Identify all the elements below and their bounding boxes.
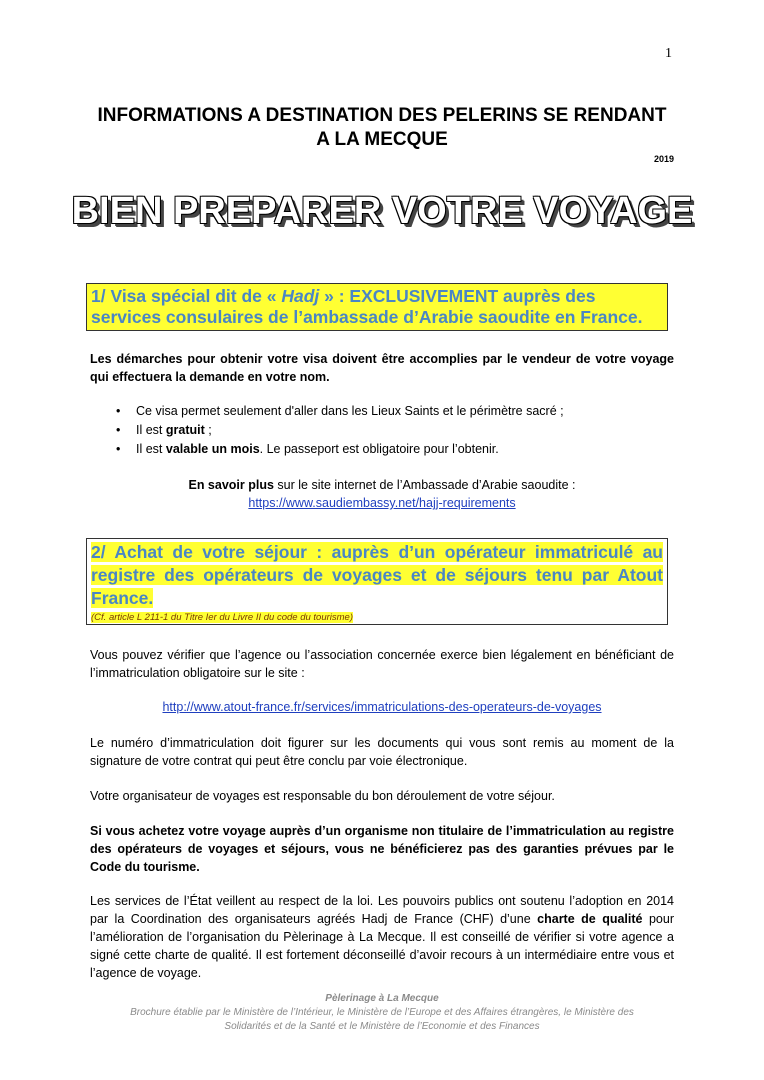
- section2-paragraph2: Le numéro d’immatriculation doit figurer sur les documents qui vous sont remis au moment de la signature de votre contrat qui peut être conclu par voie électronique.: [90, 736, 674, 768]
- section2-paragraph3: Votre organisateur de voyages est responsable du bon déroulement de votre séjour.: [90, 789, 555, 803]
- more-info-line: [90, 476, 674, 494]
- paragraph5-text-a: Les services de l’État veillent au respect de la loi. Les pouvoirs publics ont soutenu l’adoption en 2014 par la Coordination des organisateurs agréés Hadj de France (CHF) d’une: [90, 894, 674, 926]
- bullet3-text-bold: valable un mois: [165, 442, 260, 456]
- main-title: BIEN PREPARER VOTRE VOYAGE: [71, 190, 693, 232]
- section2-heading-box: [86, 538, 668, 625]
- section2-heading: [87, 539, 667, 612]
- section1-more-info: [90, 476, 674, 512]
- page-footer: [80, 992, 684, 1034]
- more-info-bold: En savoir plus: [188, 478, 274, 492]
- section2-paragraph4: Si vous achetez votre voyage auprès d’un organisme non titulaire de l’immatriculation au registre des opérateurs de voyages et séjours, vous ne bénéficierez pas des garanties prévues par le Code du tourisme.: [90, 824, 674, 874]
- section2-heading-text: 2/ Achat de votre séjour : auprès d’un opérateur immatriculé au registre des opérateurs de voyages et de séjours tenu par Atout France.: [91, 542, 663, 608]
- paragraph5-text-bold: charte de qualité: [537, 912, 643, 926]
- bullet2-text-c: ;: [204, 423, 212, 437]
- bullet3-text-c: . Le passeport est obligatoire pour l’obtenir.: [259, 442, 499, 456]
- section1-intro: Les démarches pour obtenir votre visa doivent être accomplies par le vendeur de votre voyage qui effectuera la demande en votre nom.: [90, 352, 674, 384]
- footer-line1: Brochure établie par le Ministère de l’Intérieur, le Ministère de l’Europe et des Affaires étrangères, le Ministère des: [130, 1007, 634, 1018]
- list-item: [110, 440, 564, 459]
- paragraph5-text-c: pour l’amélioration de l’organisation du Pèlerinage à La Mecque. Il est conseillé de vérifier si votre agence a signé cette charte de qualité. Il est fortement déconseillé d’avoir recours à un intermédiaire entre vous et l’agence de voyage.: [90, 912, 674, 980]
- section2-reference-text: (Cf. article L 211-1 du Titre Ier du Livre II du code du tourisme): [91, 612, 353, 623]
- section2-paragraph5: [90, 892, 674, 982]
- saudi-embassy-link[interactable]: https://www.saudiembassy.net/hajj-requirements: [248, 496, 516, 510]
- list-item: [110, 402, 564, 421]
- section1-heading-part-b: » : EXCLUSIVEMENT auprès des services consulaires de l’ambassade d’Arabie saoudite en France.: [91, 286, 643, 327]
- bullet2-text-bold: gratuit: [165, 423, 205, 437]
- footer-title: Pèlerinage à La Mecque: [325, 993, 439, 1004]
- bullet1-text: Ce visa permet seulement d'aller dans les Lieux Saints et le périmètre sacré ;: [136, 404, 564, 418]
- section2-link-line: [90, 698, 674, 716]
- list-item: [110, 421, 564, 440]
- more-info-text: sur le site internet de l’Ambassade d’Arabie saoudite :: [273, 478, 576, 492]
- section1-heading-hadj: Hadj: [281, 286, 320, 306]
- section2-paragraph1: Vous pouvez vérifier que l’agence ou l’association concernée exerce bien légalement en bénéficiant de l’immatriculation obligatoire sur le site :: [90, 648, 674, 680]
- header-title-line1: INFORMATIONS A DESTINATION DES PELERINS SE RENDANT: [97, 105, 667, 126]
- page-number: 1: [665, 46, 672, 61]
- footer-line2: Solidarités et de la Santé et le Ministère de l’Economie et des Finances: [224, 1021, 540, 1032]
- section2-reference: [87, 612, 667, 624]
- header-year: 2019: [653, 154, 674, 164]
- section1-bullet-list: [110, 402, 564, 459]
- header-title-line2: A LA MECQUE: [316, 129, 448, 150]
- section1-heading-part-a: 1/ Visa spécial dit de «: [91, 286, 282, 306]
- bullet2-text-a: Il est: [136, 423, 166, 437]
- section1-heading-box: [86, 283, 668, 331]
- document-header: [60, 104, 704, 152]
- atout-france-link[interactable]: http://www.atout-france.fr/services/immatriculations-des-operateurs-de-voyages: [162, 700, 602, 714]
- bullet3-text-a: Il est: [136, 442, 166, 456]
- section1-heading: [87, 284, 667, 330]
